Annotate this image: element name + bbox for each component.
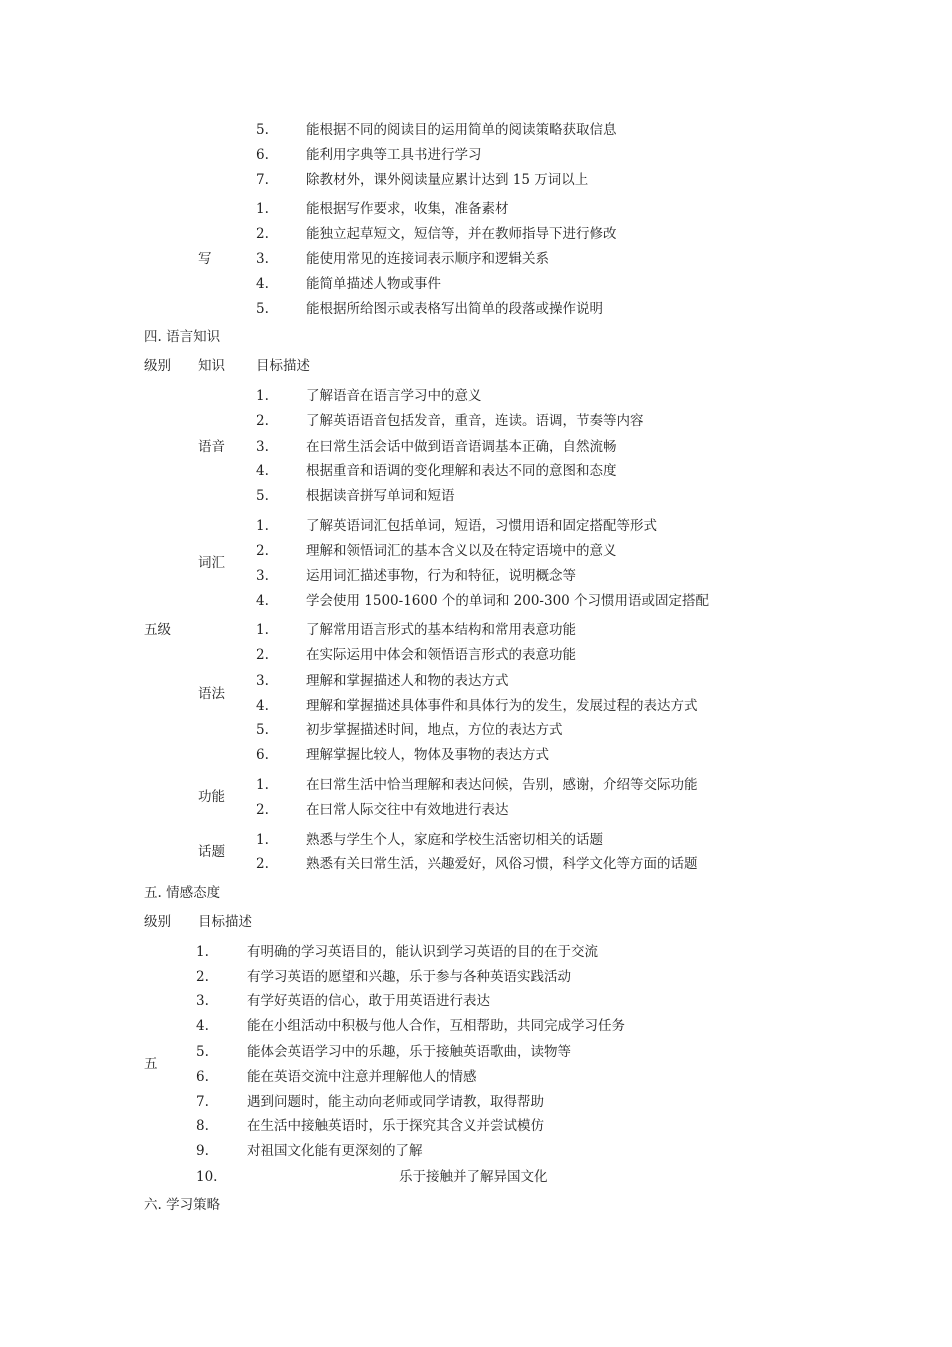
phonetics-item-text: 了解英语语音包括发音，重音，连读。语调，节奏等内容 [306, 413, 644, 429]
attitude-item-text: 有学习英语的愿望和兴趣，乐于参与各种英语实践活动 [247, 969, 571, 985]
level-label: 五级 [144, 622, 171, 638]
vocabulary-item-text: 运用词汇描述事物，行为和特征，说明概念等 [306, 568, 576, 584]
attitude-item-text: 在生活中接触英语时，乐于探究其含义并尝试模仿 [247, 1118, 544, 1134]
attitude-item-number: 10. [196, 1169, 218, 1185]
writing-skill-label: 写 [198, 251, 212, 267]
reading-item-number: 6. [256, 147, 269, 163]
function-item-number: 2. [256, 802, 269, 818]
level-label: 五 [144, 1056, 158, 1072]
phonetics-item-number: 5. [256, 488, 269, 504]
attitude-item-text: 乐于接触并了解异国文化 [399, 1169, 548, 1185]
knowledge-label-phonetics: 语音 [198, 439, 225, 455]
phonetics-item-number: 3. [256, 439, 269, 455]
attitude-item-number: 8. [196, 1118, 209, 1134]
attitude-item-number: 2. [196, 969, 209, 985]
column-header-description: 目标描述 [198, 914, 252, 930]
reading-item-text: 除教材外，课外阅读量应累计达到 15 万词以上 [306, 172, 589, 188]
writing-item-number: 3. [256, 251, 269, 267]
reading-item-number: 5. [256, 122, 269, 138]
grammar-item-text: 初步掌握描述时间，地点，方位的表达方式 [306, 722, 563, 738]
grammar-item-number: 5. [256, 722, 269, 738]
vocabulary-item-text: 了解英语词汇包括单词，短语，习惯用语和固定搭配等形式 [306, 518, 657, 534]
vocabulary-item-number: 2. [256, 543, 269, 559]
topic-item-text: 熟悉与学生个人，家庭和学校生活密切相关的话题 [306, 832, 603, 848]
function-item-number: 1. [256, 777, 269, 793]
function-item-text: 在曰常人际交往中有效地进行表达 [306, 802, 509, 818]
section-heading-attitude: 五. 情感态度 [144, 885, 221, 901]
writing-item-number: 1. [256, 201, 269, 217]
vocabulary-item-number: 1. [256, 518, 269, 534]
attitude-item-text: 能体会英语学习中的乐趣，乐于接触英语歌曲，读物等 [247, 1044, 571, 1060]
grammar-item-number: 3. [256, 673, 269, 689]
vocabulary-item-number: 3. [256, 568, 269, 584]
grammar-item-number: 2. [256, 647, 269, 663]
section-heading-language-knowledge: 四. 语言知识 [144, 329, 221, 345]
topic-item-number: 2. [256, 856, 269, 872]
grammar-item-number: 1. [256, 622, 269, 638]
writing-item-number: 4. [256, 276, 269, 292]
reading-item-text: 能利用字典等工具书进行学习 [306, 147, 482, 163]
attitude-item-text: 有学好英语的信心，敢于用英语进行表达 [247, 993, 490, 1009]
reading-item-number: 7. [256, 172, 269, 188]
vocabulary-item-text: 理解和领悟词汇的基本含义以及在特定语境中的意义 [306, 543, 617, 559]
attitude-item-number: 9. [196, 1143, 209, 1159]
column-header-level: 级别 [144, 914, 171, 930]
attitude-item-text: 能在英语交流中注意并理解他人的情感 [247, 1069, 477, 1085]
grammar-item-text: 理解和掌握描述人和物的表达方式 [306, 673, 509, 689]
phonetics-item-text: 在曰常生活会话中做到语音语调基本正确，自然流畅 [306, 439, 617, 455]
attitude-item-number: 7. [196, 1094, 209, 1110]
section-heading-learning-strategies: 六. 学习策略 [144, 1197, 221, 1213]
attitude-item-text: 有明确的学习英语目的，能认识到学习英语的目的在于交流 [247, 944, 598, 960]
grammar-item-number: 6. [256, 747, 269, 763]
knowledge-label-vocabulary: 词汇 [198, 555, 225, 571]
phonetics-item-text: 根据重音和语调的变化理解和表达不同的意图和态度 [306, 463, 617, 479]
grammar-item-text: 理解和掌握描述具体事件和具体行为的发生，发展过程的表达方式 [306, 698, 698, 714]
writing-item-text: 能简单描述人物或事件 [306, 276, 441, 292]
phonetics-item-number: 4. [256, 463, 269, 479]
grammar-item-text: 了解常用语言形式的基本结构和常用表意功能 [306, 622, 576, 638]
writing-item-text: 能根据所给图示或表格写出简单的段落或操作说明 [306, 301, 603, 317]
phonetics-item-text: 了解语音在语言学习中的意义 [306, 388, 482, 404]
topic-item-text: 熟悉有关曰常生活，兴趣爱好，风俗习惯，科学文化等方面的话题 [306, 856, 698, 872]
function-item-text: 在曰常生活中恰当理解和表达问候，告别，感谢，介绍等交际功能 [306, 777, 698, 793]
column-header-description: 目标描述 [256, 358, 310, 374]
attitude-item-number: 1. [196, 944, 209, 960]
grammar-item-text: 理解掌握比较人，物体及事物的表达方式 [306, 747, 549, 763]
writing-item-text: 能根据写作要求，收集，准备素材 [306, 201, 509, 217]
attitude-item-number: 6. [196, 1069, 209, 1085]
vocabulary-item-text: 学会使用 1500-1600 个的单词和 200-300 个习惯用语或固定搭配 [306, 593, 710, 609]
attitude-item-text: 对祖国文化能有更深刻的了解 [247, 1143, 423, 1159]
knowledge-label-function: 功能 [198, 789, 225, 805]
writing-item-number: 5. [256, 301, 269, 317]
grammar-item-text: 在实际运用中体会和领悟语言形式的表意功能 [306, 647, 576, 663]
vocabulary-item-number: 4. [256, 593, 269, 609]
writing-item-text: 能使用常见的连接词表示顺序和逻辑关系 [306, 251, 549, 267]
attitude-item-text: 遇到问题时，能主动向老师或同学请教，取得帮助 [247, 1094, 544, 1110]
phonetics-item-number: 1. [256, 388, 269, 404]
writing-item-number: 2. [256, 226, 269, 242]
knowledge-label-grammar: 语法 [198, 686, 225, 702]
phonetics-item-text: 根据读音拼写单词和短语 [306, 488, 455, 504]
writing-item-text: 能独立起草短文，短信等，并在教师指导下进行修改 [306, 226, 617, 242]
attitude-item-number: 5. [196, 1044, 209, 1060]
column-header-level: 级别 [144, 358, 171, 374]
attitude-item-number: 4. [196, 1018, 209, 1034]
attitude-item-text: 能在小组活动中积极与他人合作，互相帮助，共同完成学习任务 [247, 1018, 625, 1034]
reading-item-text: 能根据不同的阅读目的运用简单的阅读策略获取信息 [306, 122, 617, 138]
phonetics-item-number: 2. [256, 413, 269, 429]
attitude-item-number: 3. [196, 993, 209, 1009]
topic-item-number: 1. [256, 832, 269, 848]
column-header-knowledge: 知识 [198, 358, 225, 374]
grammar-item-number: 4. [256, 698, 269, 714]
knowledge-label-topic: 话题 [198, 844, 225, 860]
